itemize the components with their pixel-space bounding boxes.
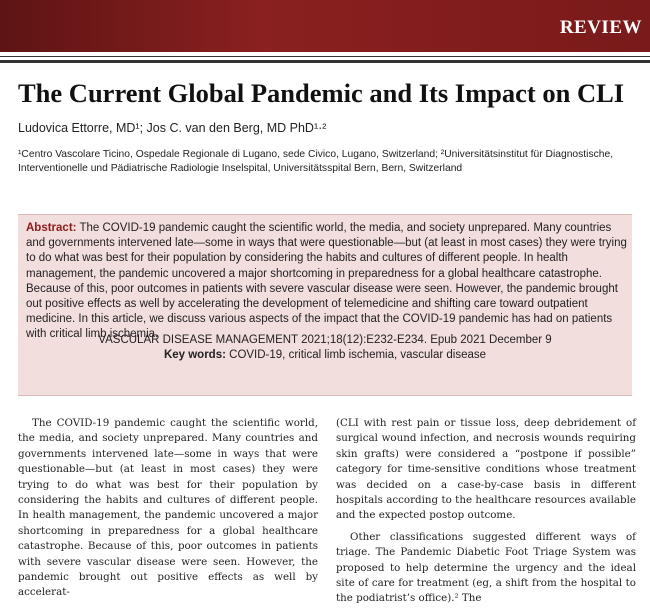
keywords xyxy=(18,349,632,361)
body-paragraph: (CLI with rest pain or tissue loss, deep debridement of surgical wound infection, and necrosis wounds requiring skin grafts) were considered a “postpone if possible” category for time-sensitive conditions whose treatment was decided on a case-by-case basis in different hospitals according to the healthcare resources available and the expected postop outcome. xyxy=(336,417,636,522)
abstract-box xyxy=(18,214,632,396)
keywords-text: COVID-19, critical limb ischemia, vascular disease xyxy=(225,349,487,361)
body-paragraph: Other classifications suggested different ways of triage. The Pandemic Diabetic Foot Triage System was proposed to help determine the urgency and the ideal site of care for treatment (eg, a shift from the hospital to the podiatrist’s office).² The xyxy=(336,530,636,605)
body-column-right xyxy=(336,416,636,613)
keywords-label: Key words: xyxy=(163,349,226,361)
author-list: Ludovica Ettorre, MD¹; Jos C. van den Berg, MD PhD¹·² xyxy=(18,121,327,135)
section-banner xyxy=(0,0,650,52)
article-title: The Current Global Pandemic and Its Impact on CLI xyxy=(18,78,625,108)
abstract-text: The COVID-19 pandemic caught the scientific world, the media, and society unprepared. Many countries and governments intervened late—some in ways that were questionable—but (at least in most cases) they were trying to do what was best for their population by considering the habits and cultures of different people. In health management, the pandemic uncovered a major shortcoming in preparedness for a global healthcare catastrophe. Because of this, poor outcomes in patients with severe vascular disease were seen. However, the pandemic brought out positive effects as well by accelerating the development of telemedicine and shifting care toward outpatient medicine. In this article, we discuss various aspects of the impact that the COVID-19 pandemic has had on patients with critical limb ischemia. xyxy=(26,222,627,341)
body-column-left xyxy=(18,416,318,607)
section-label: REVIEW xyxy=(559,17,642,38)
citation: VASCULAR DISEASE MANAGEMENT 2021;18(12):E232-E234. Epub 2021 December 9 xyxy=(98,334,552,346)
body-paragraph: The COVID-19 pandemic caught the scientific world, the media, and society unprepared. Many countries and governments intervened late—some in ways that were questionable—but (at least in most cases) they were trying to do what was best for their population by considering the habits and cultures of different people. In health management, the pandemic uncovered a major shortcoming in preparedness for a global healthcare catastrophe. Because of this, poor outcomes in patients with severe vascular disease were seen. However, the pandemic brought out positive effects as well by accelerat- xyxy=(18,417,318,599)
abstract xyxy=(26,221,628,343)
affiliations: ¹Centro Vascolare Ticino, Ospedale Regionale di Lugano, sede Civico, Lugano, Switzerland; ²Universitätsinstitut für Diagnostische, Interventionelle und Pädiatrische Radiologie Inselspital, Universitätsspital Bern, Bern, Switzerland xyxy=(18,149,614,174)
header-rule xyxy=(0,56,650,57)
abstract-label: Abstract: xyxy=(26,222,77,234)
header-rule-thick xyxy=(0,60,650,63)
